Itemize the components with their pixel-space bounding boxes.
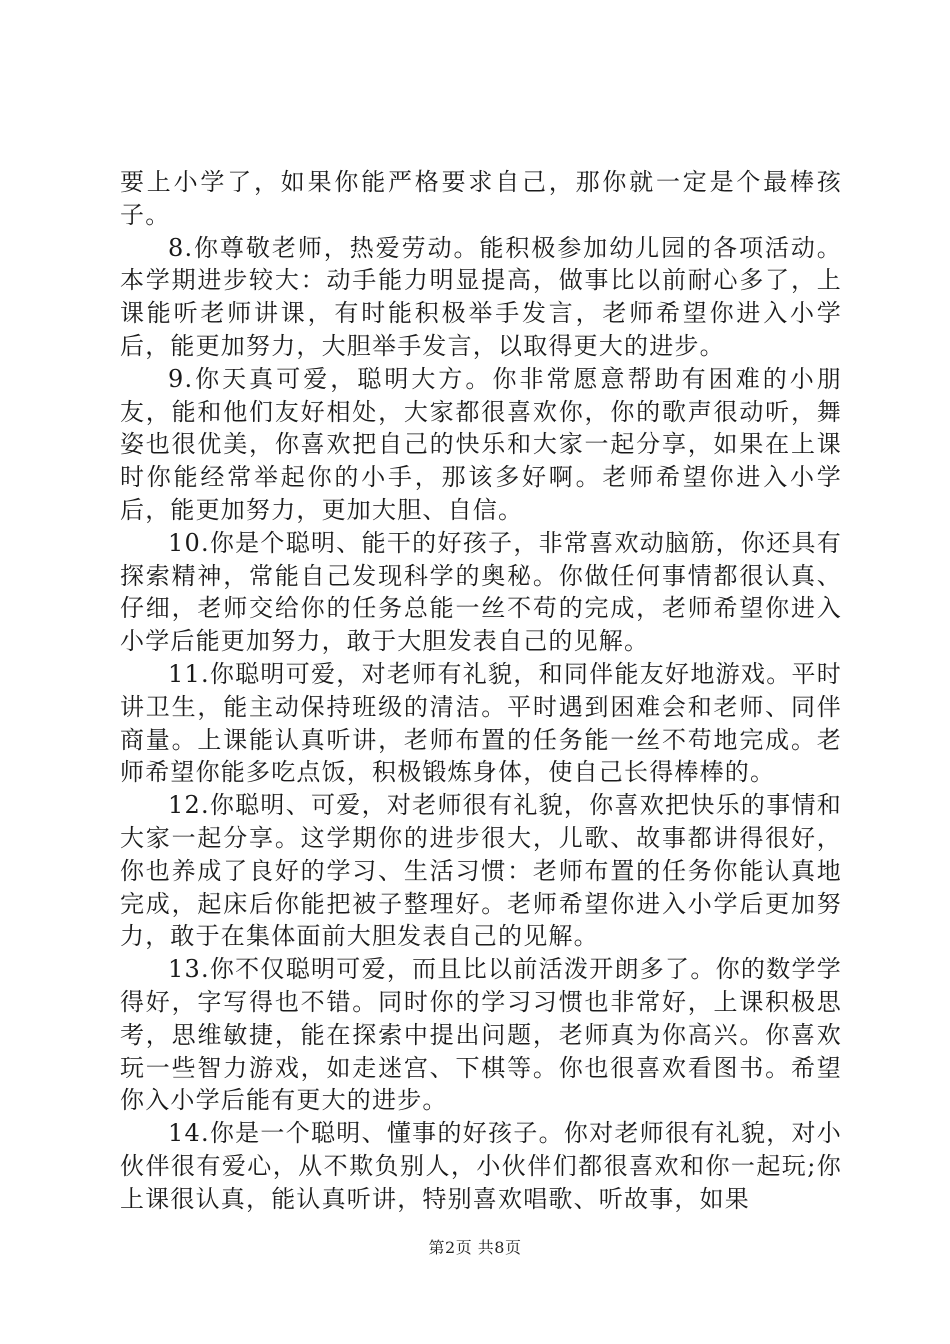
page-footer <box>0 1238 950 1258</box>
paragraph-item-12: 12.你聪明、可爱，对老师很有礼貌，你喜欢把快乐的事情和大家一起分享。这学期你的进步很大，儿歌、故事都讲得很好，你也养成了良好的学习、生活习惯：老师布置的任务你能认真地完成，起床后你能把被子整理好。老师希望你进入小学后更加努力，敢于在集体面前大胆发表自己的见解。 <box>120 791 842 951</box>
paragraph-item-10: 10.你是个聪明、能干的好孩子，非常喜欢动脑筋，你还具有探索精神，常能自己发现科学的奥秘。你做任何事情都很认真、仔细，老师交给你的任务总能一丝不苟的完成，老师希望你进入小学后能更加努力，敢于大胆发表自己的见解。 <box>120 528 842 656</box>
paragraph-item-9: 9.你天真可爱，聪明大方。你非常愿意帮助有困难的小朋友，能和他们友好相处，大家都很喜欢你，你的歌声很动听，舞姿也很优美，你喜欢把自己的快乐和大家一起分享，如果在上课时你能经常举起你的小手，那该多好啊。老师希望你进入小学后，能更加努力，更加大胆、自信。 <box>120 364 842 524</box>
paragraph-continued: 要上小学了，如果你能严格要求自己，那你就一定是个最棒孩子。 <box>120 168 842 229</box>
paragraph-item-11: 11.你聪明可爱，对老师有礼貌，和同伴能友好地游戏。平时讲卫生，能主动保持班级的清洁。平时遇到困难会和老师、同伴商量。上课能认真听讲，老师布置的任务能一丝不苟地完成。老师希望你能多吃点饭，积极锻炼身体，使自己长得棒棒的。 <box>120 659 842 787</box>
page-number-label: 第2页 共8页 <box>428 1238 522 1257</box>
paragraph-item-13: 13.你不仅聪明可爱，而且比以前活泼开朗多了。你的数学学得好，字写得也不错。同时你的学习习惯也非常好，上课积极思考，思维敏捷，能在探索中提出问题，老师真为你高兴。你喜欢玩一些智力游戏，如走迷宫、下棋等。你也很喜欢看图书。希望你入小学后能有更大的进步。 <box>120 955 842 1115</box>
paragraph-item-14: 14.你是一个聪明、懂事的好孩子。你对老师很有礼貌，对小伙伴很有爱心，从不欺负别人，小伙伴们都很喜欢和你一起玩;你上课很认真，能认真听讲，特别喜欢唱歌、听故事，如果 <box>120 1119 842 1213</box>
document-body <box>120 166 842 1216</box>
paragraph-item-8: 8.你尊敬老师，热爱劳动。能积极参加幼儿园的各项活动。本学期进步较大：动手能力明显提高，做事比以前耐心多了，上课能听老师讲课，有时能积极举手发言，老师希望你进入小学后，能更加努力，大胆举手发言，以取得更大的进步。 <box>120 233 842 360</box>
